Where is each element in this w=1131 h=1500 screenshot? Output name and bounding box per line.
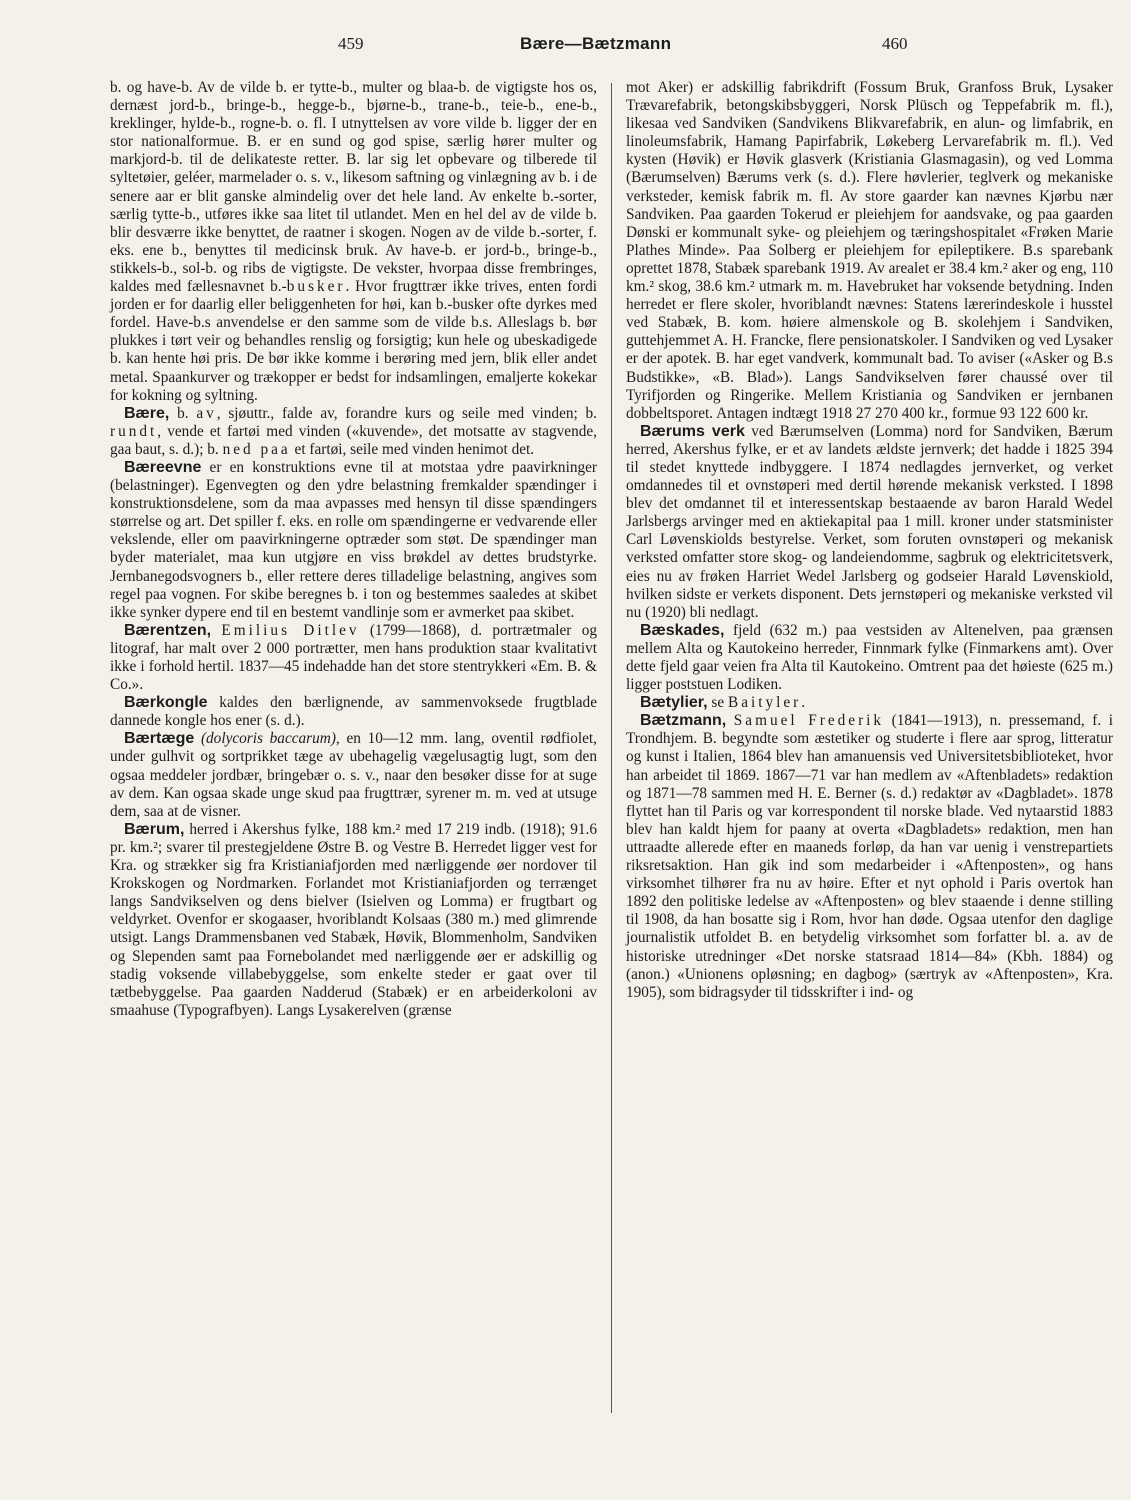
headword: Bærkongle xyxy=(124,694,208,712)
headword: Bærentzen, xyxy=(124,621,212,639)
entry-baetylier: Bætylier, se Baityler. xyxy=(640,694,806,712)
entry-baer-continued: b. og have-b. Av de vilde b. er tytte-b., multer og blaa-b. de vigtigste hos os, dernæst jord-b., bringe-b., hegge-b., bjørne-b., trane-b., teie-b., ene-b., kreklinger, hylde-b., rogne-b. o. fl. I utnyttelsen av vore vilde b. ligger der en stor nationalformue. B. er en sund og god spise, særlig hører multer og markjord-b. til de delikateste retter. B. lar sig let opbevare og tilberede til syltetøier, geléer, marmelader o. s. v., likesom saftning og vinlægning av b. i de senere aar er blit ganske almindelig over det hele land. Av enkelte b.-sorter, særlig tytte-b., utføres ikke saa litet til utlandet. Men en hel del av de vilde b. blir desværre ikke benyttet, de raatner i skogen. Nogen av de vilde b.-sorter, f. eks. ene b., benyttes til medicinsk bruk. Av have-b. er jord-b., bringe-b., stikkels-b., sol-b. og ribs de vigtigste. De vekster, hvorpaa disse frembringes, kaldes med fællesnavnet b.-busker. Hvor frugttrær ikke trives, enten fordi jorden er for daarlig eller beliggenheten for høi, kan b.-busker ofte dyrkes med fordel. Have-b.s anvendelse er den samme som de vilde b.s. Alleslags b. bør plukkes i tørt veir og behandles renslig og forsigtig; kun hele og ubeskadigede b. kan hente høi pris. De bør ikke komme i berøring med jern, blik eller andet metal. Spaankurver og trækopper er bedst for indsamlingen, emaljerte kokekar for kokning og syltning. xyxy=(110,79,597,404)
entry-baereevne: Bæreevne er en konstruktions evne til at motstaa ydre paavirkninger (belastninger). Egenvegten og den ydre belastning fremkalder spændinger i konstruktionsdelene, som da maa avpasses med hensyn til disse spændingers størrelse og art. Det spiller f. eks. en rolle om spændingerne er vedvarende eller vekslende, eller om paavirkningerne optræder som støt. De spændinger man byder materialet, maa kun utgjøre en viss brøkdel av dettes brudstyrke. Jernbanegodsvogners b., eller rettere deres tilladelige belastning, angives som regel paa vognen. For skibe beregnes b. i ton og bestemmes saaledes at skibet ikke synker dypere end til en bestemt vandlinje som er avmerket paa skibet. xyxy=(110,458,597,621)
headword: Bætylier, xyxy=(640,694,708,712)
entry-baerentzen: Bærentzen, Emilius Ditlev (1799—1868), d. portrætmaler og litograf, har malt over 2 000 portrætter, men hans produktion staar kvalitativt ikke i forhold hertil. 1837—45 indehadde han det store stentrykkeri «Em. B. & Co.». xyxy=(110,621,597,694)
page-number-left: 459 xyxy=(338,34,364,53)
headword: Bære, xyxy=(124,404,170,422)
page-number-right: 460 xyxy=(882,34,908,53)
headword: Bærum, xyxy=(124,820,185,838)
entry-baerum-continued: mot Aker) er adskillig fabrikdrift (Fossum Bruk, Granfoss Bruk, Lysaker Trævarefabrik, betongskibsbyggeri, Norsk Plüsch og Teppefabrik m. fl.), likesaa ved Sandviken (Sandvikens Blikvarefabrik, en alun- og limfabrik, en linoleumsfabrik, Hamang Papirfabrik, Løkeberg Lervarefabrik m. fl.). Ved kysten (Høvik) er Høvik glasverk (Kristiania Glasmagasin), og ved Lomma (Bærumselven) Bærums verk (s. d.). Flere høvlerier, teglverk og mekaniske verksteder, kemisk fabrik m. fl. Av store gaarder kan nævnes Kjørbu nær Sandviken. Paa gaarden Tokerud er pleiehjem for aandsvake, og paa gaarden Dønski er kommunalt syke- og pleiehjem og tæringshospitalet «Frøken Marie Plathes Minde». Paa Solberg er pleiehjem for epileptikere. B.s sparebank oprettet 1878, Stabæk sparebank 1919. Av arealet er 38.4 km.² aker og eng, 110 km.² skog, 38.6 km.² utmark m. m. Havebruket har voksende betydning. Inden herredet er flere skoler, hvoriblandt nævnes: Statens lærerindeskole i husstel ved Stabæk, B. kom. høiere almenskole og B. skolehjem i Sandviken, guttehjemmet A. H. Francke, flere pensionatskoler. I Sandviken og ved Lysaker er der apotek. B. har eget vandverk, kommunalt bad. To aviser («Asker og B.s Budstikke», «B. Blad»). Langs Sandvikselven fører chaussé over til Tyrifjorden og Ringerike. Mellem Kristiania og Sandviken er jernbanen dobbeltsporet. Antagen indtægt 1918 27 270 400 kr., formue 93 122 600 kr. xyxy=(626,79,1113,422)
entry-baerum: Bærum, herred i Akershus fylke, 188 km.² med 17 219 indb. (1918); 91.6 pr. km.²; svarer til prestegjeldene Østre B. og Vestre B. Herredet ligger vest for Kra. og strækker sig fra Kristianiafjorden med nærliggende øer nordover til Krokskogen og Nordmarken. Forlandet mot Kristianiafjorden og terrænget langs Sandvikselven og dens bielver (Isielven og Lomma) er frugtbart og veldyrket. Ovenfor er skogaaser, hvoriblandt Kolsaas (380 m.) med glimrende utsigt. Langs Drammensbanen ved Stabæk, Høvik, Blommenholm, Sandviken og Slependen samt paa Fornebolandet med nærliggende øer er adskillig og stadig voksende villabebyggelse, som enkelte steder er gaat over til tætbebyggelse. Paa gaarden Nadderud (Stabæk) er en arbeiderkoloni av smaahuse (Typografbyen). Langs Lysakerelven (grænse xyxy=(110,820,597,1019)
entry-baertaege: Bærtæge (dolycoris baccarum), en 10—12 mm. lang, oventil rødfiolet, under gulhvit og sortprikket tæge av ubehagelig vægelusagtig lugt, som den ogsaa meddeler jordbær, bringebær o. s. v., naar den besøker disse for at suge av dem. Kan ogsaa skade unge skud paa frugttrær, syrener m. m. ved at utsuge dem, saa at de visner. xyxy=(110,730,597,820)
entry-baetzmann: Bætzmann, Samuel Frederik (1841—1913), n. pressemand, f. i Trondhjem. B. begyndte som æstetiker og studerte i flere aar sprog, litteratur og kunst i Italien, 1864 blev han amanuensis ved Universitetsbiblioteket, hvor han arbeidet til 1869. 1867—71 var han medlem av «Aftenbladets» redaktion og 1871—78 sammen med H. E. Berner (s. d.) redaktør av «Dagbladet». 1878 flyttet han til Paris og var korrespondent til norske blade. Ved nytaarstid 1883 blev han kaldt hjem for paany at overta «Dagbladets» redaktion, men han uttraadte allerede efter en maaneds forløp, da han var uenig i venstrepartiets riksretsaktion. Han gik ind som medarbeider i «Aftenposten», og hans virksomhet tilhører fra nu av høire. Efter et nyt ophold i Paris overtok han 1892 den politiske ledelse av «Aftenposten» og blev staaende i denne stilling til 1908, da han bosatte sig i Rom, hvor han døde. Ogsaa utenfor den daglige journalistik utfoldet B. en betydelig virksomhet som forfatter bl. a. av de historiske utredninger «Det norske statsraad 1814—84» (Kbh. 1884) og (anon.) «Unionens opløsning; en dagbog» (særtryk av «Aftenposten», Kra. 1905), som bidragsyder til tidsskrifter i ind- og xyxy=(626,712,1114,1001)
entry-baeskades: Bæskades, fjeld (632 m.) paa vestsiden av Altenelven, paa grænsen mellem Alta og Kautokeino herreder, Finnmark fylke (Finmarkens amt). Over dette fjeld gaar veien fra Alta til Kautokeino. Omtrent paa det høieste (625 m.) ligger poststuen Lodiken. xyxy=(626,621,1113,694)
right-column xyxy=(626,79,1113,1002)
headword: Bæreevne xyxy=(124,458,202,476)
entry-baerkongle: Bærkongle kaldes den bærlignende, av sammenvoksede frugtblade dannede kongle hos ener (s. d.). xyxy=(110,694,597,730)
column-divider xyxy=(611,83,612,1413)
page-header xyxy=(0,34,1131,58)
headword: Bærtæge xyxy=(124,730,195,748)
headword: Bætzmann, xyxy=(640,712,727,730)
entry-baere: Bære, b. av, sjøuttr., falde av, forandre kurs og seile med vinden; b. rundt, vende et fartøi med vinden («kuvende», det motsatte av stagvende, gaa baut, s. d.); b. ned paa et fartøi, seile med vinden henimot det. xyxy=(110,404,597,458)
entry-baerums-verk: Bærums verk ved Bærumselven (Lomma) nord for Sandviken, Bærum herred, Akershus fylke, er et av landets ældste jernverk; det hadde i 1825 394 til stedet knyttede indbyggere. I 1874 nedlagdes jernverket, og verket omdannedes til et ovnstøperi med dertil hørende mekanisk verksted. I 1898 blev det omdannet til et interessentskap bestaaende av baron Harald Wedel Jarlsbergs arvinger med en aktiekapital paa 1 mill. kroner under statsminister Carl Løvenskiolds bestyrelse. Verket, som foruten ovnstøperi og mekanisk verksted omfatter store skog- og landeiendomme, sagbruk og elektricitetsverk, eies nu av frøken Harriet Wedel Jarlsberg og godseier Harald Løvenskiold, hvilken sidste er verkets disponent. Dets jernstøperi og mekaniske verksted vil nu (1920) bli nedlagt. xyxy=(626,422,1113,621)
left-column xyxy=(110,79,597,1020)
running-title: Bære—Bætzmann xyxy=(520,34,672,53)
headword: Bærums verk xyxy=(640,422,745,440)
headword: Bæskades, xyxy=(640,621,725,639)
